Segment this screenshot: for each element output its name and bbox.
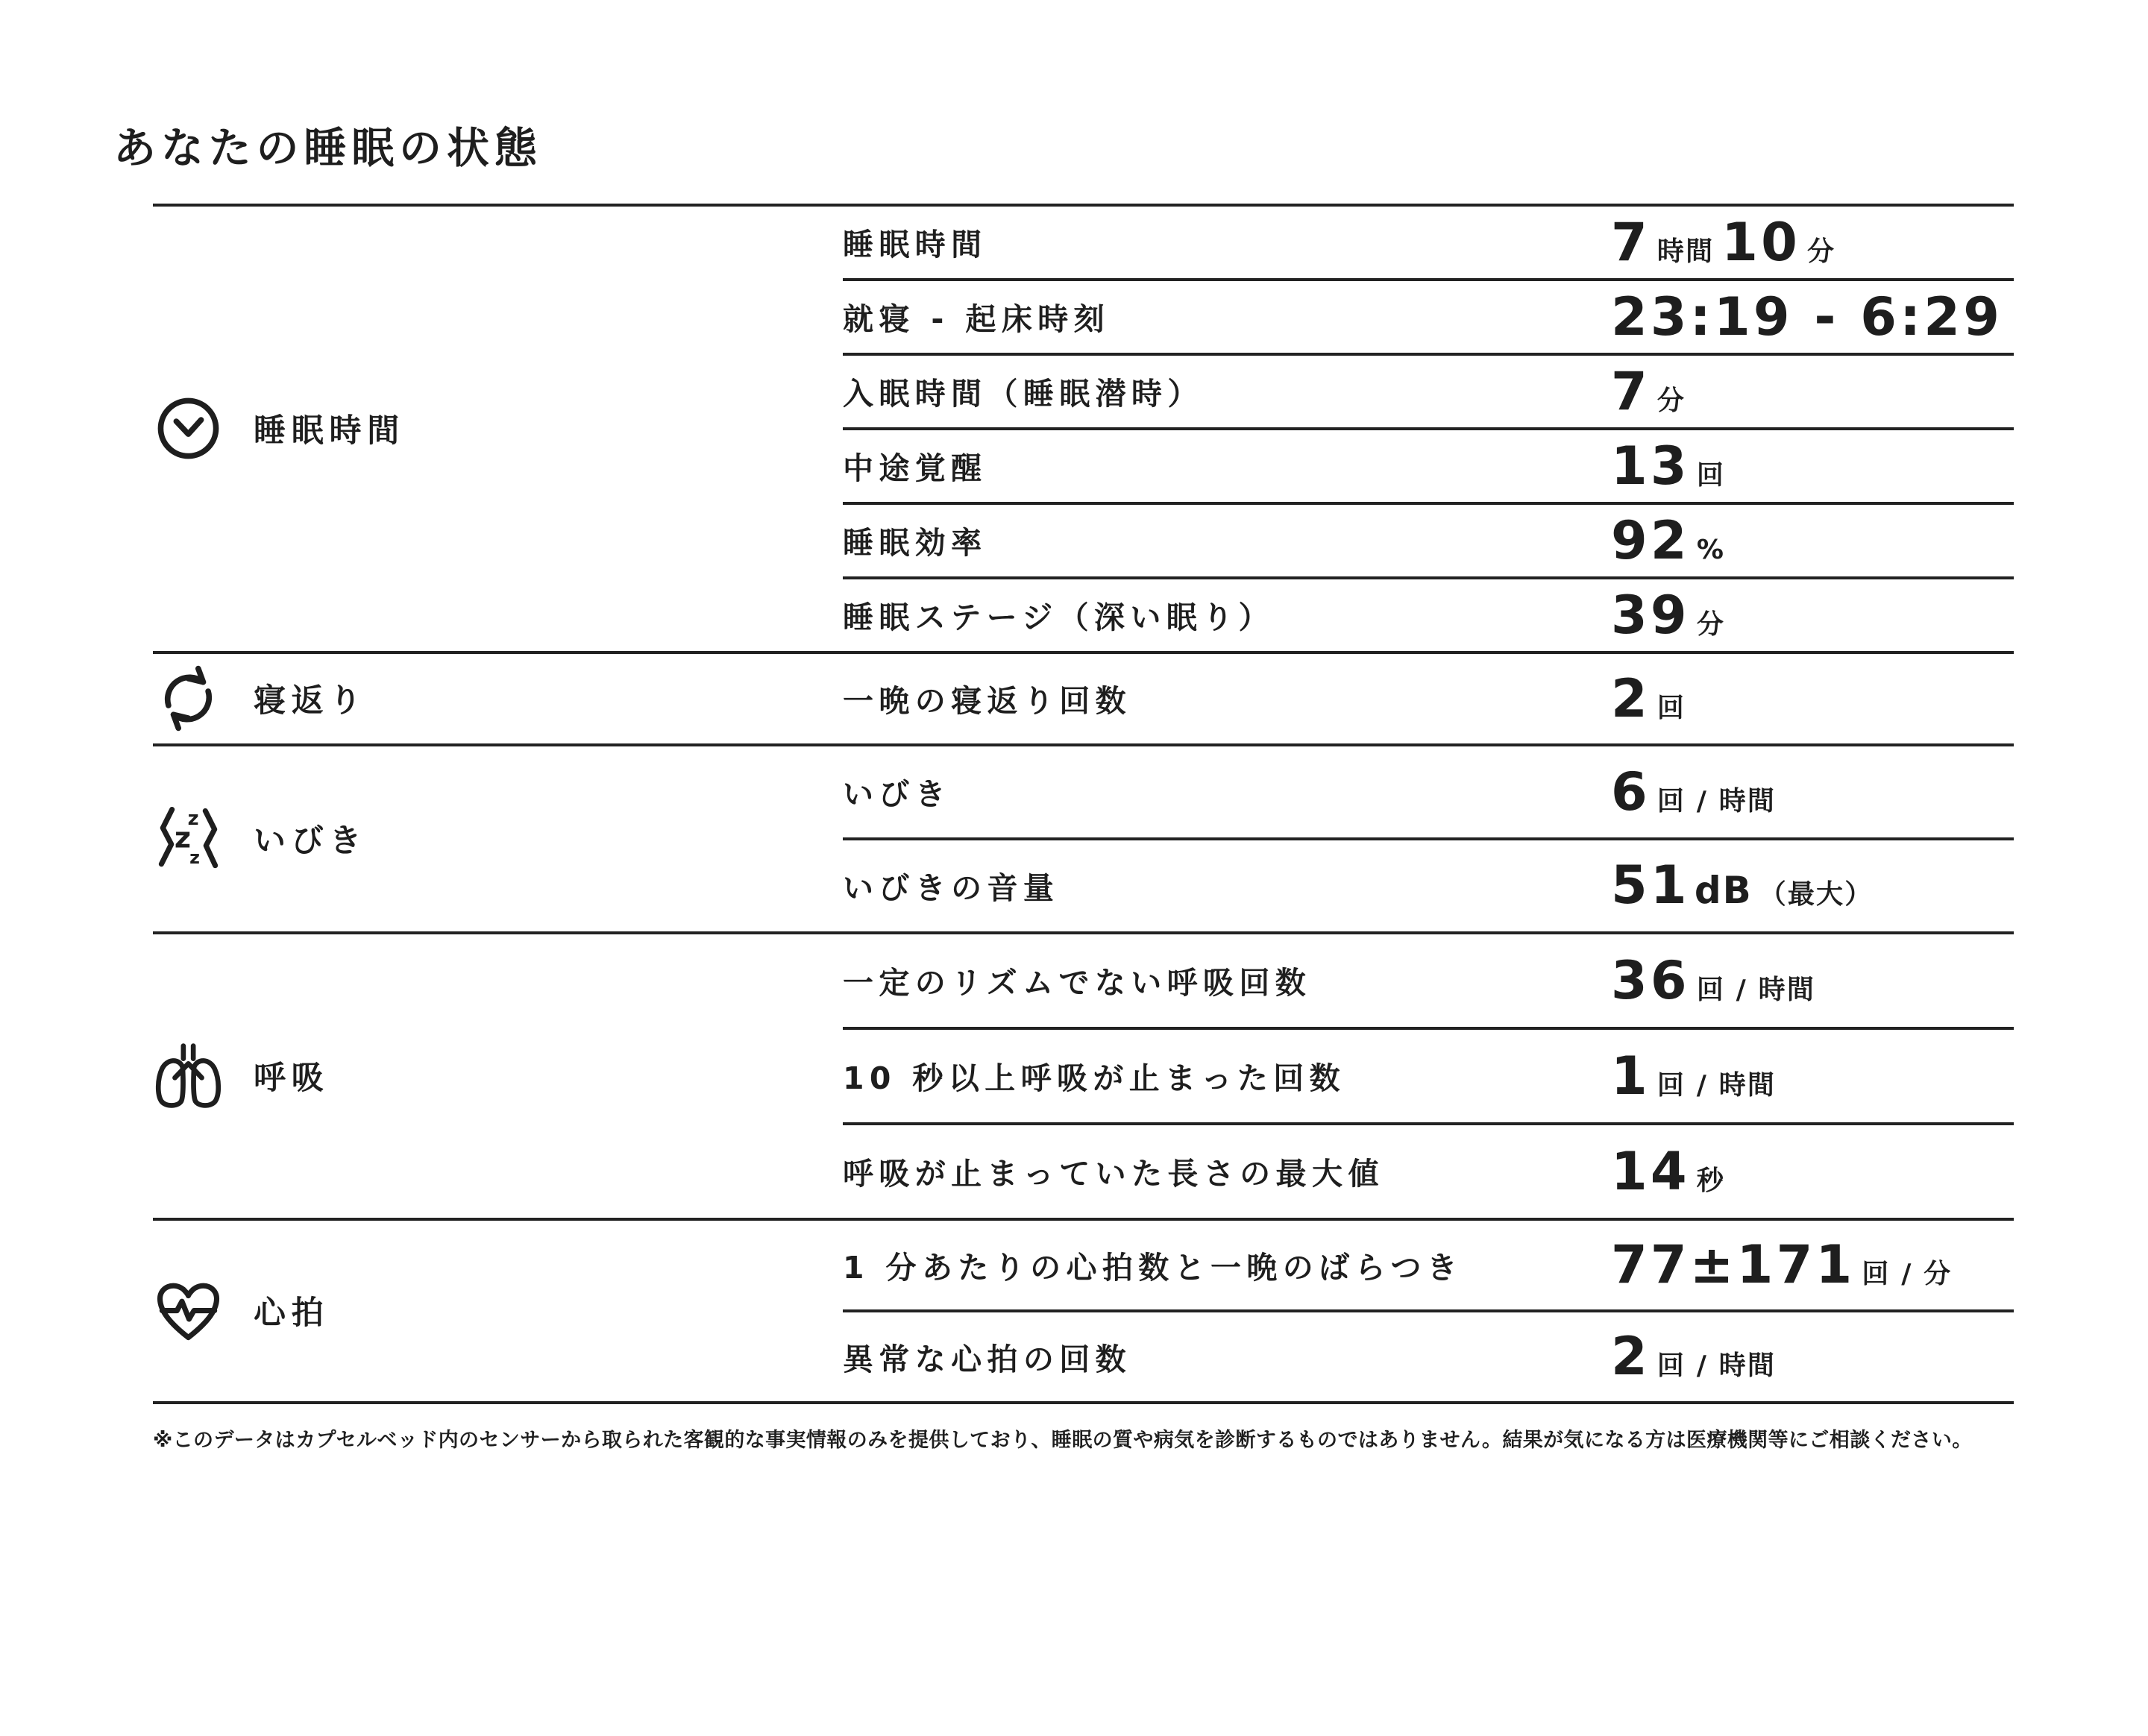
row-label: 一定のリズムでない呼吸回数 xyxy=(843,965,1312,1001)
section-header-snoring xyxy=(153,746,843,931)
row-label: 呼吸が止まっていた長さの最大値 xyxy=(843,1156,1384,1192)
row-label: 10 秒以上呼吸が止まった回数 xyxy=(843,1060,1346,1097)
value-part: 回 / 時間 xyxy=(1656,1069,1777,1101)
value-part: 23:19 - 6:29 xyxy=(1611,286,2003,347)
value-part: 10 xyxy=(1721,211,1801,273)
svg-text:z: z xyxy=(189,847,200,869)
section-snoring xyxy=(153,743,2014,931)
row-label: 1 分あたりの心拍数と一晩のばらつき xyxy=(843,1249,1463,1286)
table-row xyxy=(843,654,2014,743)
value-part: 回 / 分 xyxy=(1862,1259,1953,1290)
value-part: 14 xyxy=(1611,1140,1690,1202)
row-value xyxy=(1611,286,2014,347)
value-part: 回 / 時間 xyxy=(1696,974,1815,1005)
value-part: 分 xyxy=(1656,385,1686,416)
value-part: 回 / 時間 xyxy=(1656,785,1777,817)
section-label: 睡眠時間 xyxy=(254,412,405,450)
value-part: 77±171 xyxy=(1611,1234,1856,1296)
value-part: 36 xyxy=(1611,949,1690,1011)
heart-pulse-icon xyxy=(153,1275,224,1346)
row-label: いびきの音量 xyxy=(843,870,1060,907)
value-part: 39 xyxy=(1611,584,1690,646)
cycle-icon xyxy=(153,663,224,734)
value-part: % xyxy=(1696,534,1726,565)
value-part: 回 xyxy=(1696,459,1725,491)
value-part: 秒 xyxy=(1696,1165,1725,1196)
value-part: 7 xyxy=(1611,360,1651,422)
section-header-tossing xyxy=(153,654,843,743)
table-row xyxy=(843,427,2014,502)
row-value xyxy=(1611,360,2014,422)
row-label: 睡眠ステージ（深い眠り） xyxy=(843,600,1275,636)
section-breathing xyxy=(153,931,2014,1218)
section-heart-rate xyxy=(153,1218,2014,1401)
section-header-sleep-time xyxy=(153,207,843,651)
row-label: 睡眠効率 xyxy=(843,525,987,562)
value-part: 2 xyxy=(1611,1326,1651,1388)
row-value xyxy=(1611,211,2014,273)
row-label: 中途覚醒 xyxy=(843,450,987,487)
row-label: いびき xyxy=(843,776,952,813)
value-part: 6 xyxy=(1611,761,1651,823)
row-value xyxy=(1611,667,2014,729)
row-label: 就寝 - 起床時刻 xyxy=(843,301,1110,338)
zzz-icon xyxy=(153,803,224,874)
sleep-table xyxy=(153,204,2014,1404)
table-row xyxy=(843,746,2014,837)
sleep-report-page xyxy=(0,125,2148,1453)
row-value xyxy=(1611,1045,2014,1107)
section-header-breathing xyxy=(153,934,843,1218)
row-value xyxy=(1611,509,2014,571)
value-part: 92 xyxy=(1611,509,1690,571)
value-part: 2 xyxy=(1611,667,1651,729)
row-value xyxy=(1611,761,2014,823)
value-part: 時間 xyxy=(1656,236,1715,267)
section-header-heart-rate xyxy=(153,1221,843,1401)
value-part: 13 xyxy=(1611,435,1690,497)
row-label: 一晩の寝返り回数 xyxy=(843,683,1132,720)
value-part: 7 xyxy=(1611,211,1651,273)
svg-text:z: z xyxy=(174,821,191,855)
row-value xyxy=(1611,1326,2014,1388)
section-rows xyxy=(843,654,2014,743)
table-row xyxy=(843,1309,2014,1401)
row-value xyxy=(1611,584,2014,646)
section-label: いびき xyxy=(254,823,368,861)
lungs-icon xyxy=(153,1040,224,1111)
value-part: （最大） xyxy=(1759,879,1874,911)
row-value xyxy=(1611,949,2014,1011)
table-row xyxy=(843,207,2014,278)
row-value xyxy=(1611,1234,2014,1296)
section-rows xyxy=(843,1221,2014,1401)
section-label: 心拍 xyxy=(254,1295,330,1333)
row-label: 入眠時間（睡眠潜時） xyxy=(843,376,1204,412)
section-sleep-time xyxy=(153,204,2014,651)
value-part: 51 xyxy=(1611,855,1690,916)
row-value xyxy=(1611,855,2014,916)
value-part: 分 xyxy=(1696,608,1725,640)
row-label: 睡眠時間 xyxy=(843,227,987,263)
table-row xyxy=(843,837,2014,931)
table-row xyxy=(843,1122,2014,1218)
section-rows xyxy=(843,746,2014,931)
value-part: 分 xyxy=(1807,236,1836,267)
value-part: dB xyxy=(1694,869,1753,913)
value-part: 1 xyxy=(1611,1045,1651,1107)
svg-text:z: z xyxy=(187,808,199,831)
value-part: 回 / 時間 xyxy=(1656,1350,1777,1382)
table-row xyxy=(843,502,2014,576)
table-row xyxy=(843,934,2014,1027)
table-row xyxy=(843,576,2014,651)
section-rows xyxy=(843,207,2014,651)
clock-icon xyxy=(153,393,224,464)
section-tossing xyxy=(153,651,2014,743)
page-title: あなたの睡眠の状態 xyxy=(113,124,542,173)
table-row xyxy=(843,353,2014,427)
row-value xyxy=(1611,1140,2014,1202)
section-label: 呼吸 xyxy=(254,1060,330,1098)
row-value xyxy=(1611,435,2014,497)
section-label: 寝返り xyxy=(254,682,368,720)
value-part: 回 xyxy=(1656,692,1686,723)
table-row xyxy=(843,1027,2014,1122)
table-row xyxy=(843,278,2014,353)
section-rows xyxy=(843,934,2014,1218)
row-label: 異常な心拍の回数 xyxy=(843,1341,1132,1377)
footnote: ※このデータはカプセルベッド内のセンサーから取られた客観的な事実情報のみを提供しており、睡眠の質や病気を診断するものではありません。結果が気になる方は医療機関等にご相談ください。 xyxy=(153,1428,1973,1452)
table-row xyxy=(843,1221,2014,1309)
